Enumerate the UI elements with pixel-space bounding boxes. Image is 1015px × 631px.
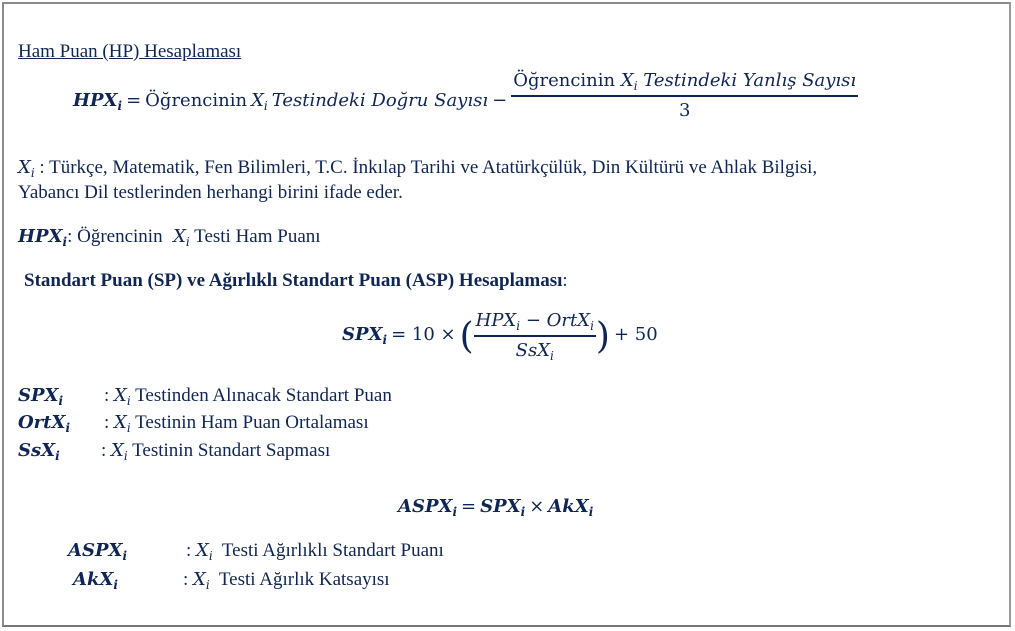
definition-row: SsX$_i$ : $X_i$ Testinin Standart Sapması: [18, 440, 331, 463]
asp-formula: $ASPX_i = SPX_i \times AkX_i$: [398, 496, 594, 519]
hp-fraction: $\frac{Öğrencinin X_i Testindeki Yanlış Sayısı}{3}$: [513, 70, 857, 121]
heading-standart-puan: Standart Puan (SP) ve Ağırlıklı Standart Puan (ASP) Hesaplaması:: [24, 270, 568, 291]
definition-row: $ASPX_i$ : $X_i$ Testi Ağırlıklı Standart Puanı: [68, 540, 444, 563]
definition-row: OrtX$_i$ : $X_i$ Testinin Ham Puan Ortalaması: [18, 412, 369, 435]
heading-ham-puan: Ham Puan (HP) Hesaplaması: [18, 41, 242, 62]
xi-description: $X_i$ : Türkçe, Matematik, Fen Bilimleri, T.C. İnkılap Tarihi ve Atatürkçülük, Din Kültürü ve Ahlak Bilgisi,: [18, 157, 818, 180]
hpx-description: $HPX_i$: Öğrencinin $X_i$ Testi Ham Puanı: [18, 226, 321, 249]
definition-row: AkX$_i$ : $X_i$ Testi Ağırlık Katsayısı: [73, 569, 390, 592]
sp-formula: $SPX_i = 10$ × ( $\frac{HPX_i - OrtX_i}{SsX_i}$ ) + 50: [342, 310, 658, 363]
definition-row: $SPX_i$ : $X_i$ Testinden Alınacak Standart Puan: [18, 385, 392, 408]
hp-formula: $HPX_i$ = Öğrencinin $X_i$ Testindeki Doğru Sayısı − $\frac{Öğrencinin X_i Testindeki Yanlış Sayısı}{3}$: [73, 70, 857, 121]
xi-description-line2: Yabancı Dil testlerinden herhangi birini ifade eder.: [18, 182, 403, 203]
